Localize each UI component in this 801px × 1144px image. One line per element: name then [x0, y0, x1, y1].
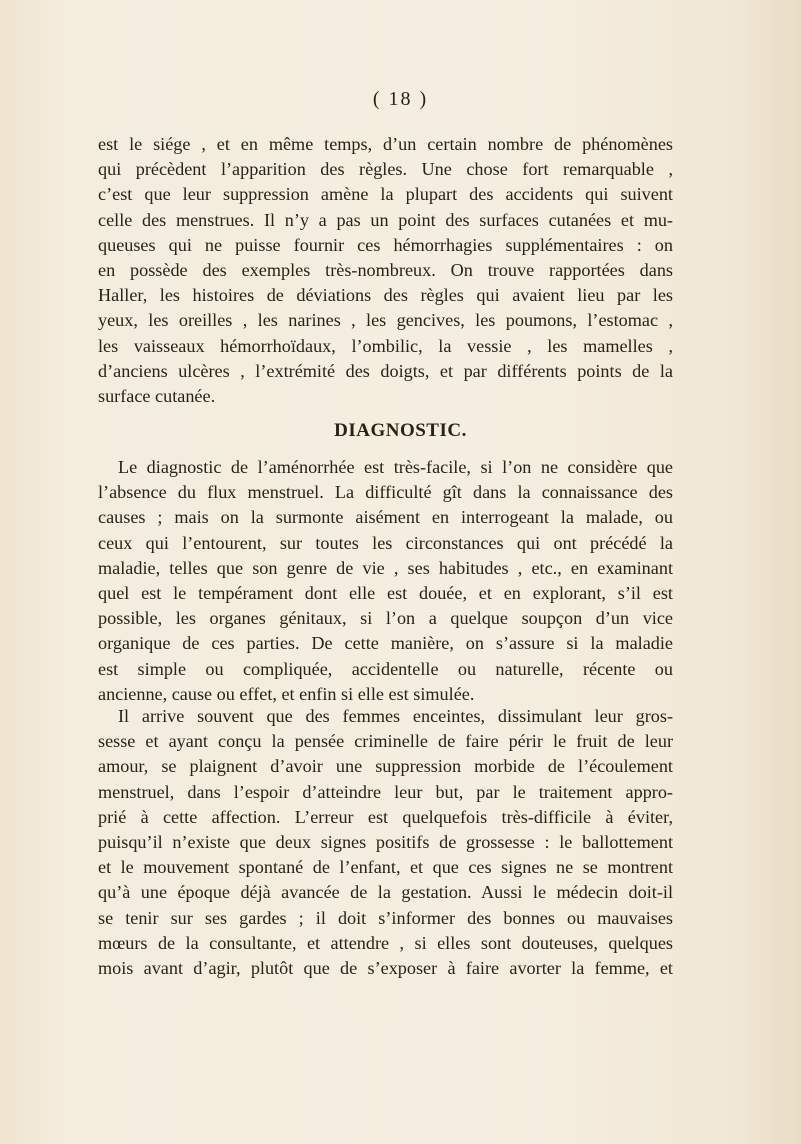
text-line: queuses qui ne puisse fournir ces hémorrhagies supplémentaires : on: [98, 234, 673, 255]
text-line: prié à cette affection. L’erreur est quelquefois très-difficile à éviter,: [98, 806, 673, 827]
text-line: mois avant d’agir, plutôt que de s’exposer à faire avorter la femme, et: [98, 957, 673, 978]
text-line: se tenir sur ses gardes ; il doit s’informer des bonnes ou mauvaises: [98, 907, 673, 928]
text-line: d’anciens ulcères , l’extrémité des doigts, et par différents points de la: [98, 360, 673, 381]
text-line: Le diagnostic de l’aménorrhée est très-facile, si l’on ne considère que: [118, 457, 673, 477]
text-line: surface cutanée.: [98, 385, 216, 406]
page-number: ( 18 ): [372, 88, 429, 110]
paragraph-2: [98, 455, 673, 707]
text-line: et le mouvement spontané de l’enfant, et que ces signes ne se montrent: [98, 857, 673, 878]
text-line: quel est le tempérament dont elle est douée, et en explorant, s’il est: [98, 582, 673, 603]
text-line: Il arrive souvent que des femmes enceintes, dissimulant leur gros-: [118, 706, 673, 726]
paragraph-3: [98, 704, 673, 981]
text-line: qui précèdent l’apparition des règles. Une chose fort remarquable ,: [98, 159, 673, 180]
text-line: en possède des exemples très-nombreux. On trouve rapportées dans: [98, 259, 673, 280]
section-heading: DIAGNOSTIC.: [334, 420, 467, 441]
text-line: est simple ou compliquée, accidentelle ou naturelle, récente ou: [98, 658, 673, 679]
text-line: celle des menstrues. Il n’y a pas un point des surfaces cutanées et mu-: [98, 209, 673, 230]
text-line: amour, se plaignent d’avoir une suppression morbide de l’écoulement: [98, 756, 673, 777]
text-line: ancienne, cause ou effet, et enfin si elle est simulée.: [98, 683, 475, 704]
text-line: ceux qui l’entourent, sur toutes les circonstances qui ont précédé la: [98, 532, 673, 553]
text-line: mœurs de la consultante, et attendre , si elles sont douteuses, quelques: [98, 932, 673, 953]
text-line: organique de ces parties. De cette manière, on s’assure si la maladie: [98, 633, 673, 654]
paragraph-1: [98, 132, 673, 409]
text-line: les vaisseaux hémorrhoïdaux, l’ombilic, la vessie , les mamelles ,: [98, 335, 673, 356]
text-line: menstruel, dans l’espoir d’atteindre leur but, par le traitement appro-: [98, 781, 673, 802]
text-line: sesse et ayant conçu la pensée criminelle de faire périr le fruit de leur: [98, 731, 673, 752]
text-line: maladie, telles que son genre de vie , ses habitudes , etc., en examinant: [98, 557, 673, 578]
text-line: causes ; mais on la surmonte aisément en interrogeant la malade, ou: [98, 507, 673, 528]
text-line: qu’à une époque déjà avancée de la gestation. Aussi le médecin doit-il: [98, 882, 673, 903]
text-line: puisqu’il n’existe que deux signes positifs de grossesse : le ballottement: [98, 831, 673, 852]
text-line: yeux, les oreilles , les narines , les gencives, les poumons, l’estomac ,: [98, 310, 673, 331]
text-line: est le siége , et en même temps, d’un certain nombre de phénomènes: [98, 134, 673, 154]
text-line: possible, les organes génitaux, si l’on a quelque soupçon d’un vice: [98, 608, 673, 629]
text-line: c’est que leur suppression amène la plupart des accidents qui suivent: [98, 184, 673, 205]
text-line: Haller, les histoires de déviations des règles qui avaient lieu par les: [98, 285, 673, 306]
text-line: l’absence du flux menstruel. La difficulté gît dans la connaissance des: [98, 482, 673, 503]
